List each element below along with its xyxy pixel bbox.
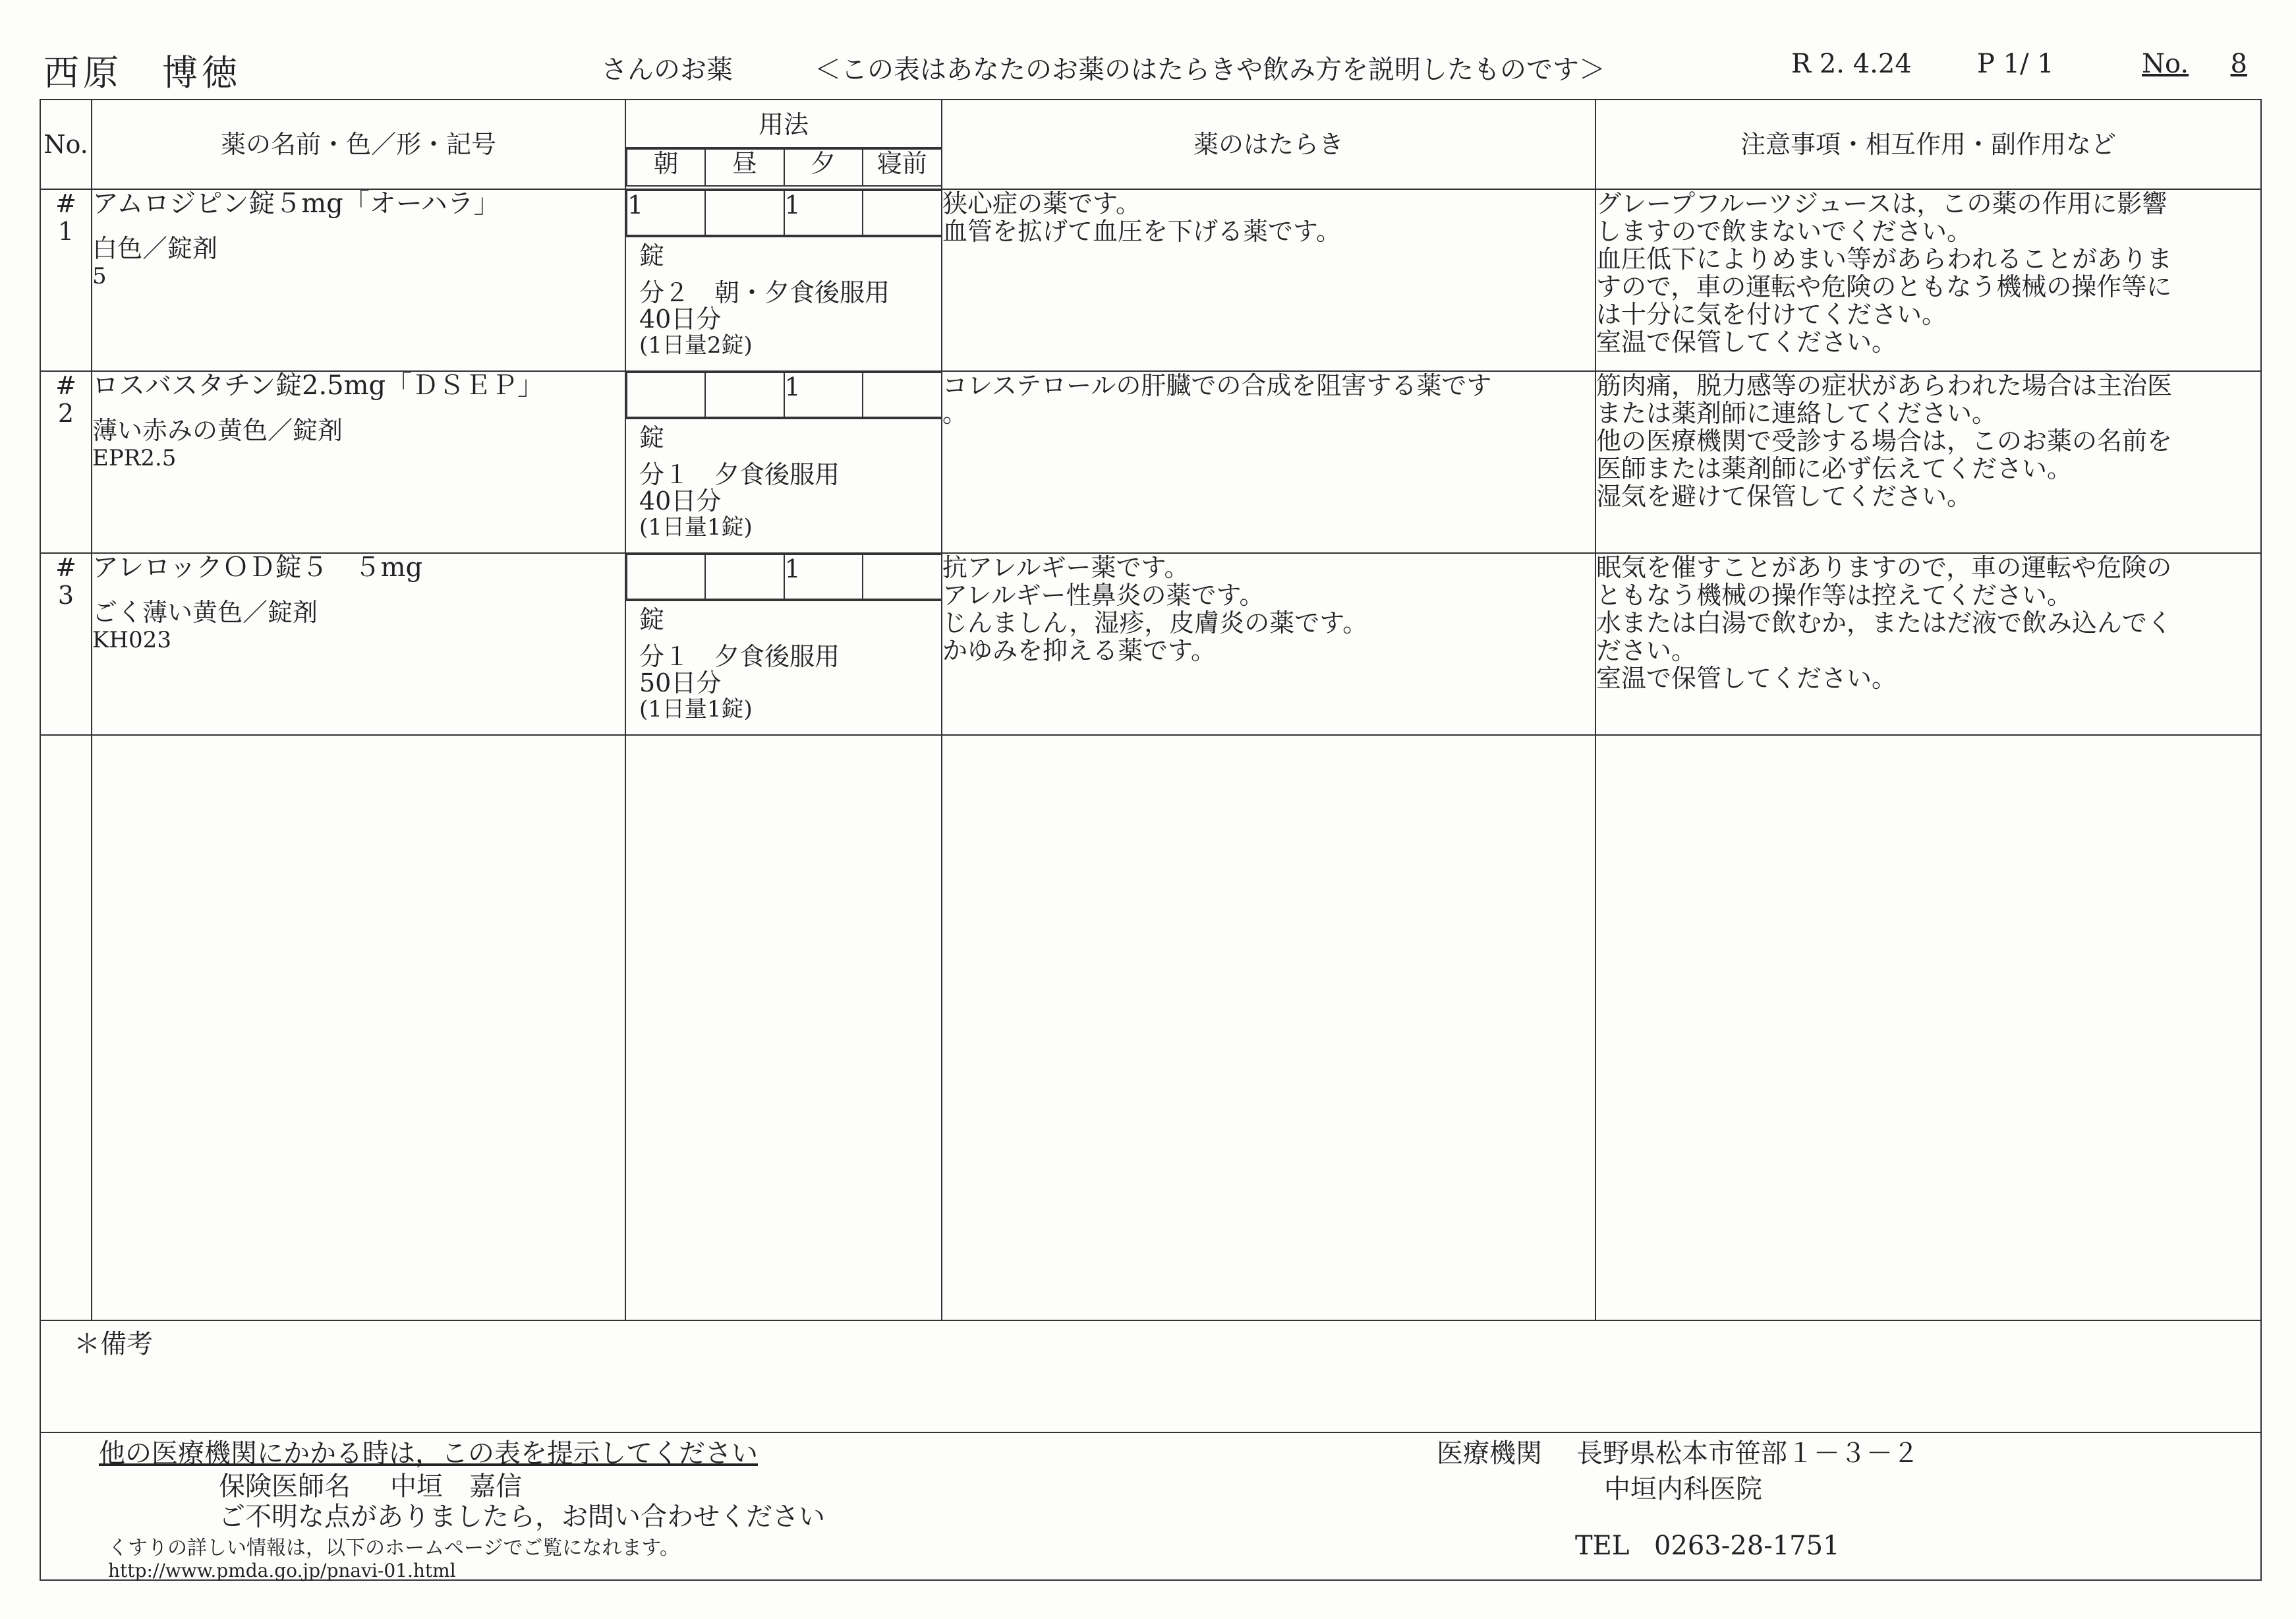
dose-timing: 分１ 夕食後服用 bbox=[639, 460, 840, 489]
drug-color-form: 薄い赤みの黄色／錠剤 bbox=[92, 416, 343, 445]
footer-row bbox=[40, 1432, 2261, 1580]
info-text: くすりの詳しい情報は，以下のホームページでご覧になれます。 bbox=[108, 1537, 679, 1560]
dose-unit: 錠 bbox=[639, 423, 665, 452]
notes-cell bbox=[1595, 553, 2261, 735]
effect-line: アレルギー性鼻炎の薬です。 bbox=[942, 581, 1265, 610]
dose-grid bbox=[626, 190, 941, 236]
usage-evening-header: 夕 bbox=[784, 149, 863, 186]
tel-label: TEL bbox=[1575, 1531, 1630, 1561]
dose-daily: (1日量2錠) bbox=[639, 332, 753, 359]
notes-line: ともなう機械の操作等は控えてください。 bbox=[1596, 581, 2073, 610]
usage-title: 用法 bbox=[626, 102, 941, 148]
drug-color-form: ごく薄い黄色／錠剤 bbox=[92, 598, 318, 627]
doctor-name: 中垣 嘉信 bbox=[390, 1471, 522, 1502]
dose-bedtime bbox=[863, 372, 941, 417]
dose-timing: 分２ 朝・夕食後服用 bbox=[639, 278, 890, 307]
notes-line: しますので飲まないでください。 bbox=[1596, 217, 1972, 246]
sheet-subtitle: ＜この表はあなたのお薬のはたらきや飲み方を説明したものです＞ bbox=[815, 55, 1605, 85]
drug-name-cell bbox=[92, 553, 625, 735]
drug-name-cell bbox=[92, 189, 625, 371]
notes-line: 血圧低下によりめまい等があらわれることがありま bbox=[1596, 245, 2173, 274]
drug-code: KH023 bbox=[92, 627, 171, 653]
notes-line: 医師または薬剤師に必ず伝えてください。 bbox=[1596, 454, 2073, 483]
row-hash: # bbox=[55, 371, 76, 400]
row-num: 2 bbox=[57, 399, 74, 428]
dose-bedtime bbox=[863, 554, 941, 599]
dose-days: 50日分 bbox=[639, 668, 722, 697]
drug-name: アムロジピン錠５mg「オーハラ」 bbox=[92, 189, 500, 219]
usage-subheader bbox=[626, 148, 941, 187]
table-row bbox=[40, 189, 2261, 371]
notes-line: 筋肉痛，脱力感等の症状があらわれた場合は主治医 bbox=[1596, 371, 2173, 400]
row-hash: # bbox=[55, 553, 76, 582]
table-row bbox=[40, 553, 2261, 735]
usage-cell bbox=[625, 189, 942, 371]
medication-table bbox=[40, 99, 2262, 1581]
remarks-row bbox=[40, 1320, 2261, 1432]
drug-name: アレロックＯＤ錠５ ５mg bbox=[92, 552, 423, 583]
dose-days: 40日分 bbox=[639, 305, 722, 334]
usage-noon-header: 昼 bbox=[705, 149, 784, 186]
notes-cell bbox=[1595, 189, 2261, 371]
notes-line: ださい。 bbox=[1596, 636, 1697, 665]
dose-evening: 1 bbox=[784, 191, 863, 235]
drug-name-cell bbox=[92, 371, 625, 553]
effect-line: 抗アレルギー薬です。 bbox=[942, 553, 1190, 582]
effect-cell bbox=[942, 553, 1595, 735]
dose-daily: (1日量1錠) bbox=[639, 696, 753, 722]
notes-line: 眠気を催すことがありますので，車の運転や危険の bbox=[1596, 553, 2172, 582]
present-notice: 他の医療機関にかかる時は，この表を提示してください bbox=[99, 1438, 758, 1469]
inquiry-text: ご不明な点がありましたら，お問い合わせください bbox=[219, 1502, 825, 1532]
san-label: さんのお薬 bbox=[601, 55, 733, 85]
dose-timing: 分１ 夕食後服用 bbox=[639, 642, 840, 671]
issue-date: R 2. 4.24 bbox=[1791, 49, 1912, 79]
pmda-link[interactable]: http://www.pmda.go.jp/pnavi-01.html bbox=[108, 1560, 456, 1581]
dose-grid bbox=[626, 372, 941, 418]
drug-name: ロスバスタチン錠2.5mg「ＤＳＥＰ」 bbox=[92, 370, 544, 401]
dose-evening: 1 bbox=[784, 372, 863, 417]
dose-grid bbox=[626, 554, 941, 600]
row-number bbox=[40, 553, 92, 735]
notes-line: 室温で保管してください。 bbox=[1596, 664, 1897, 693]
usage-bedtime-header: 寝前 bbox=[863, 149, 941, 186]
notes-line: 湿気を避けて保管してください。 bbox=[1596, 482, 1972, 511]
usage-detail bbox=[626, 600, 941, 726]
dose-daily: (1日量1錠) bbox=[639, 514, 753, 541]
row-hash: # bbox=[55, 189, 76, 218]
page-number: P 1/ 1 bbox=[1977, 49, 2054, 79]
effect-line: 血管を拡げて血圧を下げる薬です。 bbox=[942, 217, 1341, 246]
effect-line: かゆみを抑える薬です。 bbox=[942, 636, 1216, 665]
notes-line: 水または白湯で飲むか，またはだ液で飲み込んでく bbox=[1596, 608, 2173, 637]
col-header-name: 薬の名前・色／形・記号 bbox=[92, 100, 625, 189]
dose-evening: 1 bbox=[784, 554, 863, 599]
dose-unit: 錠 bbox=[639, 605, 665, 634]
sheet-no-value: 8 bbox=[2230, 49, 2247, 79]
effect-cell bbox=[942, 189, 1595, 371]
clinic-address: 長野県松本市笹部１－３－２ bbox=[1576, 1438, 1919, 1469]
dose-noon bbox=[705, 554, 784, 599]
usage-cell bbox=[625, 371, 942, 553]
usage-cell bbox=[625, 553, 942, 735]
dose-morning: 1 bbox=[627, 191, 705, 235]
tel-number: 0263-28-1751 bbox=[1654, 1531, 1840, 1561]
sheet-no-label: No. bbox=[2142, 49, 2189, 79]
notes-line: すので，車の運転や危険のともなう機械の操作等に bbox=[1596, 272, 2172, 301]
remarks-label: ＊備考 bbox=[74, 1329, 153, 1359]
dose-bedtime bbox=[863, 191, 941, 235]
dose-unit: 錠 bbox=[639, 241, 665, 270]
dose-morning bbox=[627, 372, 705, 417]
effect-cell bbox=[942, 371, 1595, 553]
patient-name: 西原 博徳 bbox=[43, 52, 241, 94]
usage-morning-header: 朝 bbox=[627, 149, 705, 186]
col-header-usage bbox=[625, 100, 942, 189]
effect-line: 。 bbox=[942, 399, 968, 428]
effect-line: コレステロールの肝臓での合成を阻害する薬です bbox=[942, 371, 1492, 400]
effect-line: 狭心症の薬です。 bbox=[942, 189, 1141, 218]
col-header-no: No. bbox=[40, 100, 92, 189]
notes-line: または薬剤師に連絡してください。 bbox=[1596, 399, 1997, 428]
col-header-effect: 薬のはたらき bbox=[942, 100, 1595, 189]
notes-line: グレープフルーツジュースは，この薬の作用に影響 bbox=[1596, 189, 2167, 218]
row-num: 1 bbox=[57, 217, 74, 246]
empty-row bbox=[40, 735, 2261, 1320]
row-num: 3 bbox=[57, 581, 74, 610]
dose-noon bbox=[705, 372, 784, 417]
clinic-name: 中垣内科医院 bbox=[1604, 1474, 1762, 1504]
doctor-label: 保険医師名 bbox=[219, 1471, 351, 1502]
notes-line: 室温で保管してください。 bbox=[1596, 328, 1897, 357]
usage-detail bbox=[626, 418, 941, 545]
notes-line: は十分に気を付けてください。 bbox=[1596, 300, 1947, 329]
dose-morning bbox=[627, 554, 705, 599]
table-row bbox=[40, 371, 2261, 553]
drug-code: 5 bbox=[92, 263, 107, 289]
drug-color-form: 白色／錠剤 bbox=[92, 234, 218, 263]
col-header-notes: 注意事項・相互作用・副作用など bbox=[1595, 100, 2261, 189]
notes-line: 他の医療機関で受診する場合は，このお薬の名前を bbox=[1596, 427, 2173, 456]
dose-noon bbox=[705, 191, 784, 235]
row-number bbox=[40, 189, 92, 371]
institution-label: 医療機関 bbox=[1437, 1438, 1542, 1469]
drug-code: EPR2.5 bbox=[92, 445, 177, 471]
effect-line: じんましん，湿疹，皮膚炎の薬です。 bbox=[942, 608, 1368, 637]
dose-days: 40日分 bbox=[639, 486, 722, 515]
notes-cell bbox=[1595, 371, 2261, 553]
row-number bbox=[40, 371, 92, 553]
usage-detail bbox=[626, 236, 941, 363]
